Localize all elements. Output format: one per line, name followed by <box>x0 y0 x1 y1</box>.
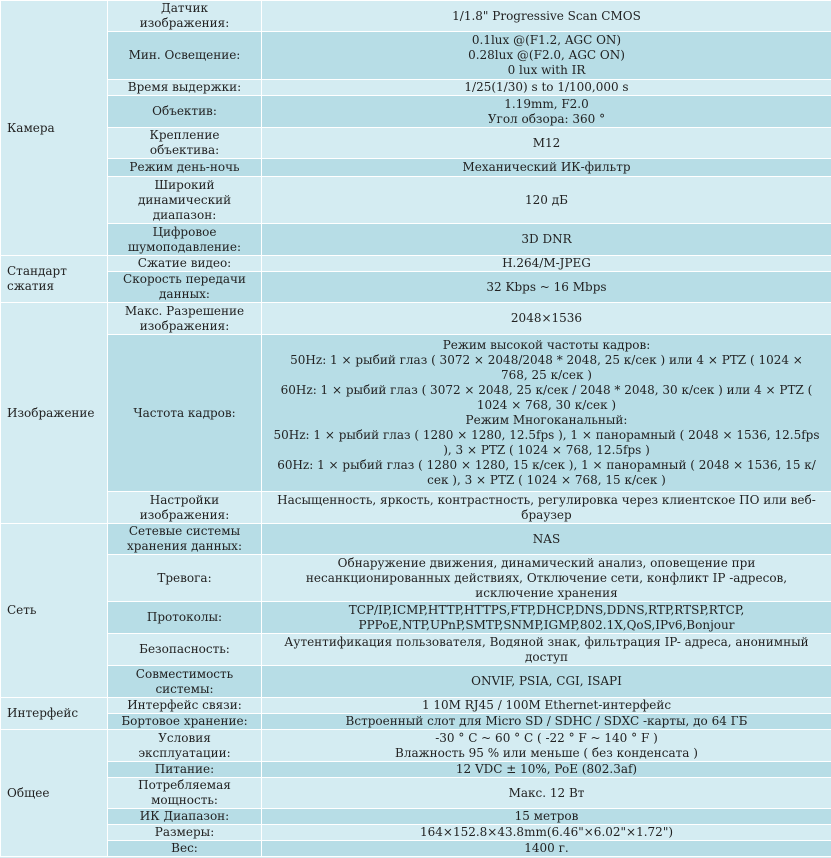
spec-value-line: M12 <box>532 135 561 150</box>
spec-value-line: 60Hz: 1 × рыбий глаз ( 3072 × 2048, 25 к/сек / 2048 * 2048, 30 к/сек ) или 4 × PTZ ( 1024 × 768, 30 к/сек ) <box>280 383 813 412</box>
spec-label-line: Безопасность: <box>139 642 230 656</box>
spec-row <box>1 698 831 714</box>
spec-label <box>108 524 262 555</box>
spec-label-line: Условия <box>158 730 211 745</box>
spec-value-line: 1/25(1/30) s to 1/100,000 s <box>464 80 629 94</box>
spec-label-line: Режим день-ночь <box>129 160 240 174</box>
spec-label-line: данных: <box>159 287 210 301</box>
spec-row <box>1 177 831 224</box>
spec-label-line: изображения: <box>139 16 230 30</box>
spec-label-line: Скорость передачи <box>123 272 246 286</box>
spec-value <box>262 841 831 857</box>
spec-label-line: Сжатие видео: <box>137 256 232 270</box>
spec-label-line: Частота кадров: <box>133 405 236 420</box>
spec-value <box>262 272 831 303</box>
spec-label-line: ИК Диапазон: <box>139 809 230 823</box>
spec-label-line: динамический <box>137 192 232 207</box>
section-category-text: Стандарт <box>7 264 67 278</box>
spec-value <box>262 335 831 492</box>
spec-value <box>262 159 831 177</box>
spec-label-line: Совместимость <box>135 666 234 681</box>
spec-value-line: Аутентификация пользователя, Водяной знак, фильтрация IP- адреса, анонимный доступ <box>284 634 809 664</box>
spec-row <box>1 714 831 730</box>
spec-value <box>262 730 831 762</box>
spec-label-line: Вес: <box>171 841 198 855</box>
spec-value-line: 1.19mm, F2.0 <box>504 96 589 111</box>
spec-label-line: Мин. Освещение: <box>128 48 241 62</box>
spec-label-line: Настройки <box>149 492 220 507</box>
spec-value-line: 50Hz: 1 × рыбий глаз ( 1280 × 1280, 12.5fps ), 1 × панорамный ( 2048 × 1536, 12.5fps ), 3 × PTZ ( 1024 × 768, 12.5fps ) <box>273 428 820 457</box>
spec-value-line: 0 lux with IR <box>507 63 586 77</box>
spec-value-line: 60Hz: 1 × рыбий глаз ( 1280 × 1280, 15 к/сек ), 1 × панорамный ( 2048 × 1536, 15 к/сек ), 3 × PTZ ( 1024 × 768, 15 к/сек ) <box>277 458 816 487</box>
spec-label-line: Протоколы: <box>146 610 223 624</box>
spec-value <box>262 714 831 730</box>
spec-row <box>1 159 831 177</box>
spec-label-line: мощность: <box>151 793 218 807</box>
spec-value <box>262 666 831 698</box>
spec-value <box>262 602 831 634</box>
spec-value-line: Насыщенность, яркость, контрастность, регулировка через клиентское ПО или веб-браузер <box>277 492 816 522</box>
spec-value <box>262 32 831 80</box>
spec-value <box>262 762 831 778</box>
spec-row <box>1 224 831 256</box>
spec-label-line: Питание: <box>154 762 215 776</box>
spec-label <box>108 841 262 857</box>
spec-label <box>108 32 262 80</box>
spec-label <box>108 602 262 634</box>
spec-label <box>108 256 262 272</box>
spec-value-line: NAS <box>532 531 561 546</box>
section-category <box>1 524 108 698</box>
spec-value-line: ONVIF, PSIA, CGI, ISAPI <box>471 674 622 688</box>
spec-value <box>262 698 831 714</box>
spec-value-line: Обнаружение движения, динамический анализ, оповещение при несанкционированных действиях, Отключение сети, конфликт IP -адресов, исключение хранения <box>305 555 788 600</box>
section-category <box>1 730 108 857</box>
spec-label <box>108 159 262 177</box>
spec-label-line: объектива: <box>149 143 220 157</box>
spec-value-line: 164×152.8×43.8mm(6.46"×6.02"×1.72") <box>419 825 674 839</box>
spec-label-line: шумоподавление: <box>127 239 242 254</box>
spec-row <box>1 80 831 96</box>
spec-label <box>108 730 262 762</box>
spec-value <box>262 177 831 224</box>
spec-label <box>108 303 262 335</box>
spec-label <box>108 809 262 825</box>
spec-value <box>262 96 831 128</box>
spec-row <box>1 778 831 809</box>
spec-row <box>1 128 831 159</box>
spec-label <box>108 714 262 730</box>
spec-value <box>262 524 831 555</box>
spec-label-line: системы: <box>155 681 214 696</box>
spec-label-line: диапазон: <box>152 207 217 222</box>
spec-value-line: Режим высокой частоты кадров: <box>442 338 651 352</box>
spec-row <box>1 272 831 303</box>
section-category-text: сжатия <box>7 279 55 293</box>
spec-row <box>1 841 831 857</box>
spec-value <box>262 825 831 841</box>
spec-value-line: 0.1lux @(F1.2, AGC ON) <box>471 33 622 47</box>
spec-label <box>108 335 262 492</box>
spec-value-line: Режим Многоканальный: <box>465 413 628 427</box>
spec-value <box>262 555 831 602</box>
spec-row <box>1 303 831 335</box>
spec-label-line: изображения: <box>139 318 230 333</box>
spec-label-line: Бортовое хранение: <box>121 714 248 728</box>
spec-value-line: 15 метров <box>514 809 579 823</box>
spec-row <box>1 634 831 666</box>
spec-row <box>1 602 831 634</box>
spec-value-line: Влажность 95 % или меньше ( без конденсата ) <box>395 745 698 760</box>
section-category <box>1 256 108 303</box>
spec-row <box>1 825 831 841</box>
spec-label <box>108 666 262 698</box>
spec-label-line: хранения данных: <box>127 539 242 553</box>
spec-label-line: Датчик <box>161 1 208 15</box>
spec-value-line: Угол обзора: 360 ° <box>487 111 606 126</box>
spec-label <box>108 128 262 159</box>
section-category-text: Камера <box>7 120 55 135</box>
spec-value-line: 50Hz: 1 × рыбий глаз ( 3072 × 2048/2048 * 2048, 25 к/сек ) или 4 × PTZ ( 1024 × <box>290 353 803 367</box>
spec-label <box>108 762 262 778</box>
spec-value-line: 1/1.8" Progressive Scan CMOS <box>452 8 641 23</box>
section-category-text: Интерфейс <box>7 706 79 720</box>
spec-value-line: 2048×1536 <box>510 311 583 325</box>
spec-value <box>262 634 831 666</box>
spec-row <box>1 555 831 602</box>
spec-value <box>262 224 831 256</box>
spec-label <box>108 634 262 666</box>
spec-label-line: изображения: <box>139 507 230 522</box>
spec-value-line: 12 VDC ± 10%, PoE (802.3af) <box>455 762 638 776</box>
spec-label-line: Потребляемая <box>138 778 231 792</box>
spec-value-line: Встроенный слот для Micro SD / SDHC / SDXC -карты, до 64 ГБ <box>345 714 748 728</box>
spec-label <box>108 177 262 224</box>
spec-value-line: 120 дБ <box>525 192 568 207</box>
spec-label <box>108 224 262 256</box>
spec-row <box>1 96 831 128</box>
section-category <box>1 303 108 524</box>
spec-value <box>262 492 831 524</box>
spec-value-line: -30 ° C ~ 60 ° C ( -22 ° F ~ 140 ° F ) <box>435 730 658 745</box>
spec-label-line: эксплуатации: <box>138 745 231 760</box>
spec-value <box>262 809 831 825</box>
spec-label <box>108 80 262 96</box>
spec-label <box>108 778 262 809</box>
spec-label-line: Цифровое <box>152 224 217 239</box>
spec-value <box>262 256 831 272</box>
section-category <box>1 698 108 730</box>
section-category-text: Общее <box>7 785 50 800</box>
spec-value <box>262 778 831 809</box>
spec-label <box>108 1 262 32</box>
spec-label-line: Широкий <box>154 177 215 192</box>
spec-label-line: Тревога: <box>157 570 212 585</box>
spec-row <box>1 730 831 762</box>
spec-label-line: Интерфейс связи: <box>127 698 242 712</box>
spec-label <box>108 555 262 602</box>
spec-label-line: Объектив: <box>152 104 217 118</box>
spec-label <box>108 96 262 128</box>
spec-row <box>1 32 831 80</box>
spec-value <box>262 128 831 159</box>
spec-value-line: 32 Kbps ~ 16 Mbps <box>486 279 607 294</box>
spec-label <box>108 492 262 524</box>
spec-label-line: Размеры: <box>154 825 215 839</box>
spec-label <box>108 825 262 841</box>
spec-value-line: 1400 г. <box>524 841 569 855</box>
section-category-text: Изображение <box>7 405 95 420</box>
spec-label-line: Крепление <box>149 128 220 142</box>
spec-label <box>108 272 262 303</box>
spec-value-line: 3D DNR <box>521 232 572 246</box>
spec-label-line: Макс. Разрешение <box>124 303 245 318</box>
spec-label-line: Сетевые системы <box>128 524 241 538</box>
spec-row <box>1 809 831 825</box>
section-category <box>1 1 108 256</box>
spec-value <box>262 1 831 32</box>
spec-label-line: Время выдержки: <box>127 80 242 94</box>
spec-row <box>1 335 831 492</box>
spec-value-line: Механический ИК-фильтр <box>462 160 631 174</box>
spec-value-line: 768, 25 к/сек ) <box>501 368 592 382</box>
spec-row <box>1 492 831 524</box>
spec-label <box>108 698 262 714</box>
spec-row <box>1 666 831 698</box>
section-category-text: Сеть <box>7 603 37 617</box>
spec-value-line: TCP/IP,ICMP,HTTP,HTTPS,FTP,DHCP,DNS,DDNS,RTP,RTSP,RTCP, PPPoE,NTP,UPnP,SMTP,SNMP,IGMP,802.1X,QoS,IPv6,Bonjour <box>348 602 745 632</box>
spec-row <box>1 1 831 32</box>
spec-value-line: 1 10M RJ45 / 100M Ethernet-интерфейс <box>421 698 672 712</box>
spec-table-body <box>1 1 831 857</box>
spec-row <box>1 256 831 272</box>
spec-value-line: H.264/M-JPEG <box>502 256 591 270</box>
spec-value-line: Макс. 12 Вт <box>508 785 585 800</box>
spec-row <box>1 524 831 555</box>
spec-value <box>262 80 831 96</box>
spec-value <box>262 303 831 335</box>
spec-value-line: 0.28lux @(F2.0, AGC ON) <box>468 48 625 62</box>
spec-row <box>1 762 831 778</box>
